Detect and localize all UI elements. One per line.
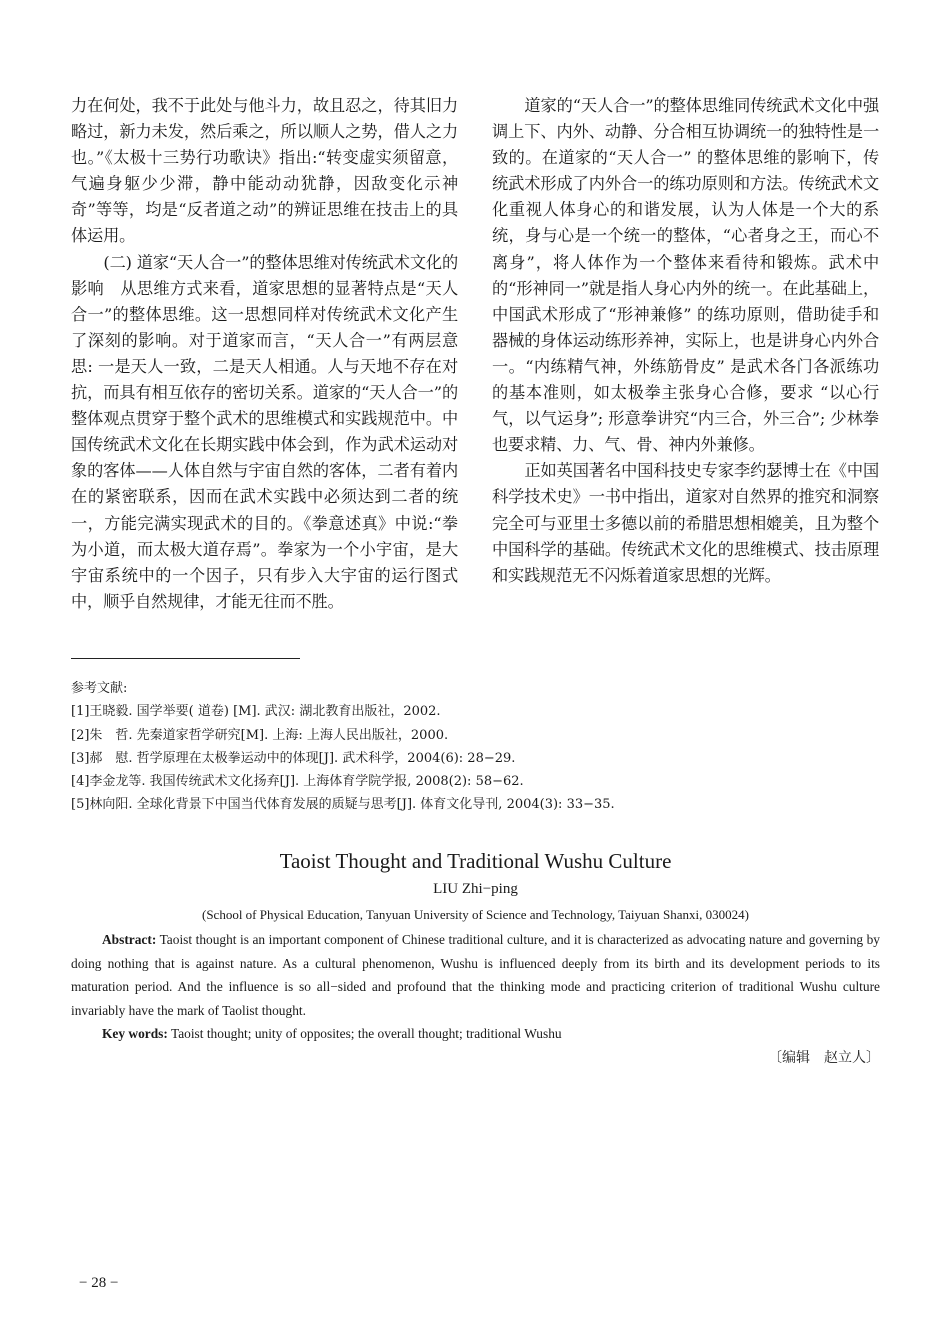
references <box>71 677 881 817</box>
abstract-text: Taoist thought is an important component of Chinese traditional culture, and it is characterized as advocating nature and governing by doing nothing that is against nature. As a cultural phenomenon, Wushu is influenced deeply from its birth and its development periods to its maturation period. And the influence is so all−sided and profound that the thinking mode and practicing criterion of traditional Wushu culture invariably have the mark of Taolist thought. <box>71 932 881 1018</box>
left-column <box>71 93 458 615</box>
reference-item-1: [1]王晓毅. 国学举要( 道卷) [M]. 武汉: 湖北教育出版社，2002. <box>71 704 441 720</box>
keywords-label: Key words: <box>102 1026 168 1041</box>
english-title: Taoist Thought and Traditional Wushu Culture <box>279 849 672 873</box>
english-affiliation: (School of Physical Education, Tanyuan University of Science and Technology, Taiyuan Shanxi, 030024) <box>201 907 749 922</box>
reference-item-2: [2]朱 哲. 先秦道家哲学研究[M]. 上海: 上海人民出版社，2000. <box>71 727 449 743</box>
keywords-paragraph <box>71 1022 880 1046</box>
references-heading: 参考文献: <box>71 681 128 696</box>
references-divider <box>71 658 300 659</box>
abstract-label: Abstract: <box>102 932 157 947</box>
left-paragraph-2: (二) 道家“天人合一”的整体思维对传统武术文化的影响 从思维方式来看，道家思想的显著特点是“天人合一”的整体思维。这一思想同样对传统武术文化产生了深刻的影响。对于道家而言，“天人合一”有两层意思: 一是天人一致，二是天人相通。人与天地不存在对抗，而具有相互依存的密切关系。道家的“天人合一”的整体观点贯穿于整个武术的思维模式和实践规范中。中国传统武术文化在长期实践中体会到，作为武术运动对象的客体——人体自然与宇宙自然的客体，二者有着内在的紧密联系，因而在武术实践中必须达到二者的统一，方能完满实现武术的目的。《拳意述真》中说:“拳为小道，而太极大道存焉”。拳家为一个小宇宙，是大宇宙系统中的一个因子，只有步入大宇宙的运行图式中，顺乎自然规律，才能无往而不胜。 <box>71 252 458 611</box>
editor-note: 〔编辑 赵立人〕 <box>768 1050 880 1066</box>
page-number: − 28 − <box>79 1275 119 1291</box>
right-column <box>492 93 879 589</box>
right-paragraph-1: 道家的“天人合一”的整体思维同传统武术文化中强调上下、内外、动静、分合相互协调统一的独特性是一致的。在道家的“天人合一” 的整体思维的影响下，传统武术形成了内外合一的练功原则和方法。传统武术文化重视人体身心的和谐发展，认为人体是一个大的系统，身与心是一个统一的整体，“心者身之王，而心不离身”，将人体作为一个整体来看待和锻炼。武术中的“形神同一”就是指人身心内外的统一。在此基础上，中国武术形成了“形神兼修” 的练功原则，借助徒手和器械的身体运动练形养神，实际上，也是讲身心内外合一。“内练精气神，外练筋骨皮” 是武术各门各派练功的基本准则，如太极拳主张身心合修，要求 “以心行气，以气运身”; 形意拳讲究“内三合，外三合”; 少林拳也要求精、力、气、骨、神内外兼修。 <box>492 96 879 455</box>
reference-item-5: [5]林向阳. 全球化背景下中国当代体育发展的质疑与思考[J]. 体育文化导刊, 2004(3): 33−35. <box>71 797 615 813</box>
keywords-text: Taoist thought; unity of opposites; the overall thought; traditional Wushu <box>170 1026 562 1041</box>
reference-item-4: [4]李金龙等. 我国传统武术文化扬弃[J]. 上海体育学院学报, 2008(2): 58−62. <box>71 774 524 790</box>
right-paragraph-2: 正如英国著名中国科技史专家李约瑟博士在《中国科学技术史》一书中指出，道家对自然界的推究和洞察完全可与亚里士多德以前的希腊思想相媲美，且为整个中国科学的基础。传统武术文化的思维模式、技击原理和实践规范无不闪烁着道家思想的光辉。 <box>492 461 879 585</box>
reference-item-3: [3]郝 慰. 哲学原理在太极拳运动中的体现[J]. 武术科学，2004(6): 28−29. <box>71 750 516 766</box>
english-author: LIU Zhi−ping <box>433 881 518 897</box>
english-abstract-block <box>71 928 880 1046</box>
left-paragraph-1: 力在何处，我不于此处与他斗力，故且忍之，待其旧力略过，新力未发，然后乘之，所以顺人之势，借人之力也。”《太极十三势行功歌诀》指出:“转变虚实须留意，气遍身躯少少滞，静中能动动犹静，因敌变化示神奇”等等，均是“反者道之动”的辨证思维在技击上的具体运用。 <box>71 96 458 246</box>
abstract-paragraph <box>71 928 880 1022</box>
